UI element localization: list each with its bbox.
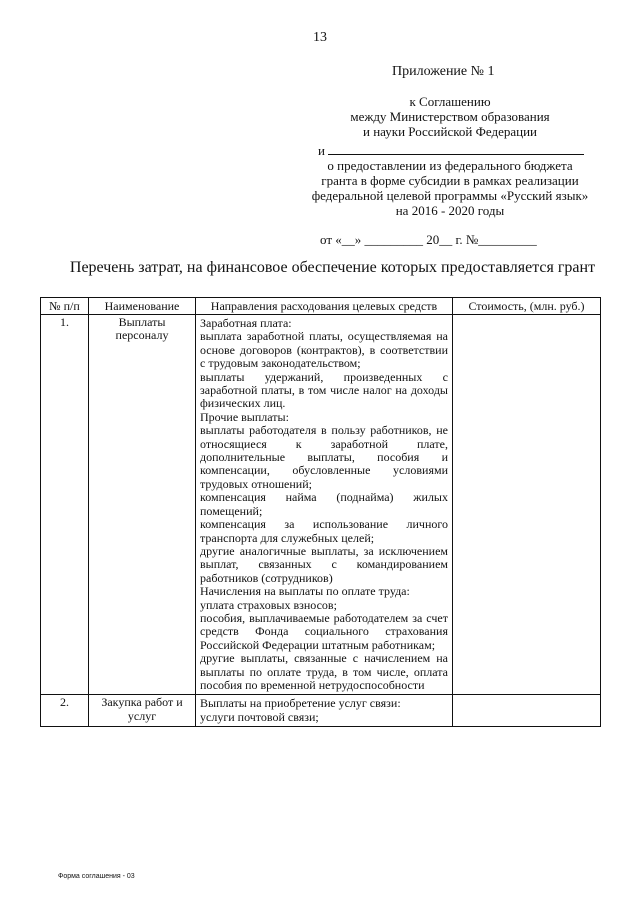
direction-item: Выплаты на приобретение услуг связи:	[200, 696, 401, 711]
row-name: Закупка работ и услуг	[89, 695, 196, 727]
direction-item: пособия, выплачиваемые работодателем за счет средств Фонда социального страхования Российской Федерации штатным работникам;	[200, 610, 448, 652]
direction-item: другие выплаты, связанные с начислением на выплаты по оплате труда, в том числе, оплата пособия по временной нетрудоспособности	[200, 651, 448, 692]
agreement-line-3: и науки Российской Федерации	[362, 124, 537, 139]
page-title: Перечень затрат, на финансовое обеспечение которых предоставляется грант	[69, 259, 596, 276]
agreement-purpose-1: о предоставлении из федерального бюджета	[327, 158, 573, 173]
form-footer: Форма соглашения - 03	[58, 873, 135, 880]
direction-item: Начисления на выплаты по оплате труда:	[200, 584, 410, 599]
row-num: 2.	[41, 695, 89, 727]
table-row	[41, 315, 601, 695]
row-directions	[196, 315, 453, 695]
direction-item: компенсация за использование личного транспорта для служебных целей;	[200, 517, 448, 545]
direction-item: другие аналогичные выплаты, за исключением выплат, связанных с командированием работников (сотрудников)	[200, 543, 448, 585]
direction-item: выплаты удержаний, произведенных с заработной платы, в том числе налог на доходы физических лиц.	[200, 369, 448, 411]
date-line: от «__» _________ 20__ г. №_________	[320, 232, 537, 247]
agreement-line-1: к Соглашению	[409, 94, 491, 109]
header-directions: Направления расходования целевых средств	[196, 298, 453, 315]
header-num: № п/п	[41, 298, 89, 315]
grantee-blank	[328, 142, 584, 155]
appendix-title: Приложение № 1	[392, 64, 495, 79]
direction-item: Заработная плата:	[200, 316, 292, 330]
and-prefix: и	[318, 143, 325, 158]
direction-item: выплаты работодателя в пользу работников, не относящиеся к заработной плате, дополнительные выплаты, пособия и компенсации, обусловленные условиями трудовых отношений;	[200, 423, 448, 491]
direction-item: компенсация найма (поднайма) жилых помещений;	[200, 490, 448, 518]
row-cost	[453, 315, 601, 695]
header-name: Наименование	[89, 298, 196, 315]
header-cost: Стоимость, (млн. руб.)	[453, 298, 601, 315]
table-header-row	[41, 298, 601, 315]
cost-table	[40, 297, 601, 727]
direction-item: услуги почтовой связи;	[200, 709, 319, 724]
row-num: 1.	[41, 315, 89, 695]
agreement-line-2: между Министерством образования	[350, 109, 550, 124]
direction-item: уплата страховых взносов;	[200, 597, 337, 612]
agreement-years: на 2016 - 2020 годы	[395, 203, 505, 218]
agreement-purpose-2: гранта в форме субсидии в рамках реализации	[321, 173, 579, 188]
direction-item: Прочие выплаты:	[200, 409, 289, 424]
row-directions	[196, 695, 453, 727]
row-name: Выплаты персоналу	[89, 315, 196, 695]
direction-item: выплата заработной платы, осуществляемая на основе договоров (контрактов), в соответствии с трудовым законодательством;	[200, 329, 448, 371]
table-row	[41, 695, 601, 727]
row-cost	[453, 695, 601, 727]
page-number: 13	[313, 30, 327, 45]
grantee-line	[318, 142, 584, 159]
agreement-purpose-3: федеральной целевой программы «Русский язык»	[311, 188, 589, 203]
